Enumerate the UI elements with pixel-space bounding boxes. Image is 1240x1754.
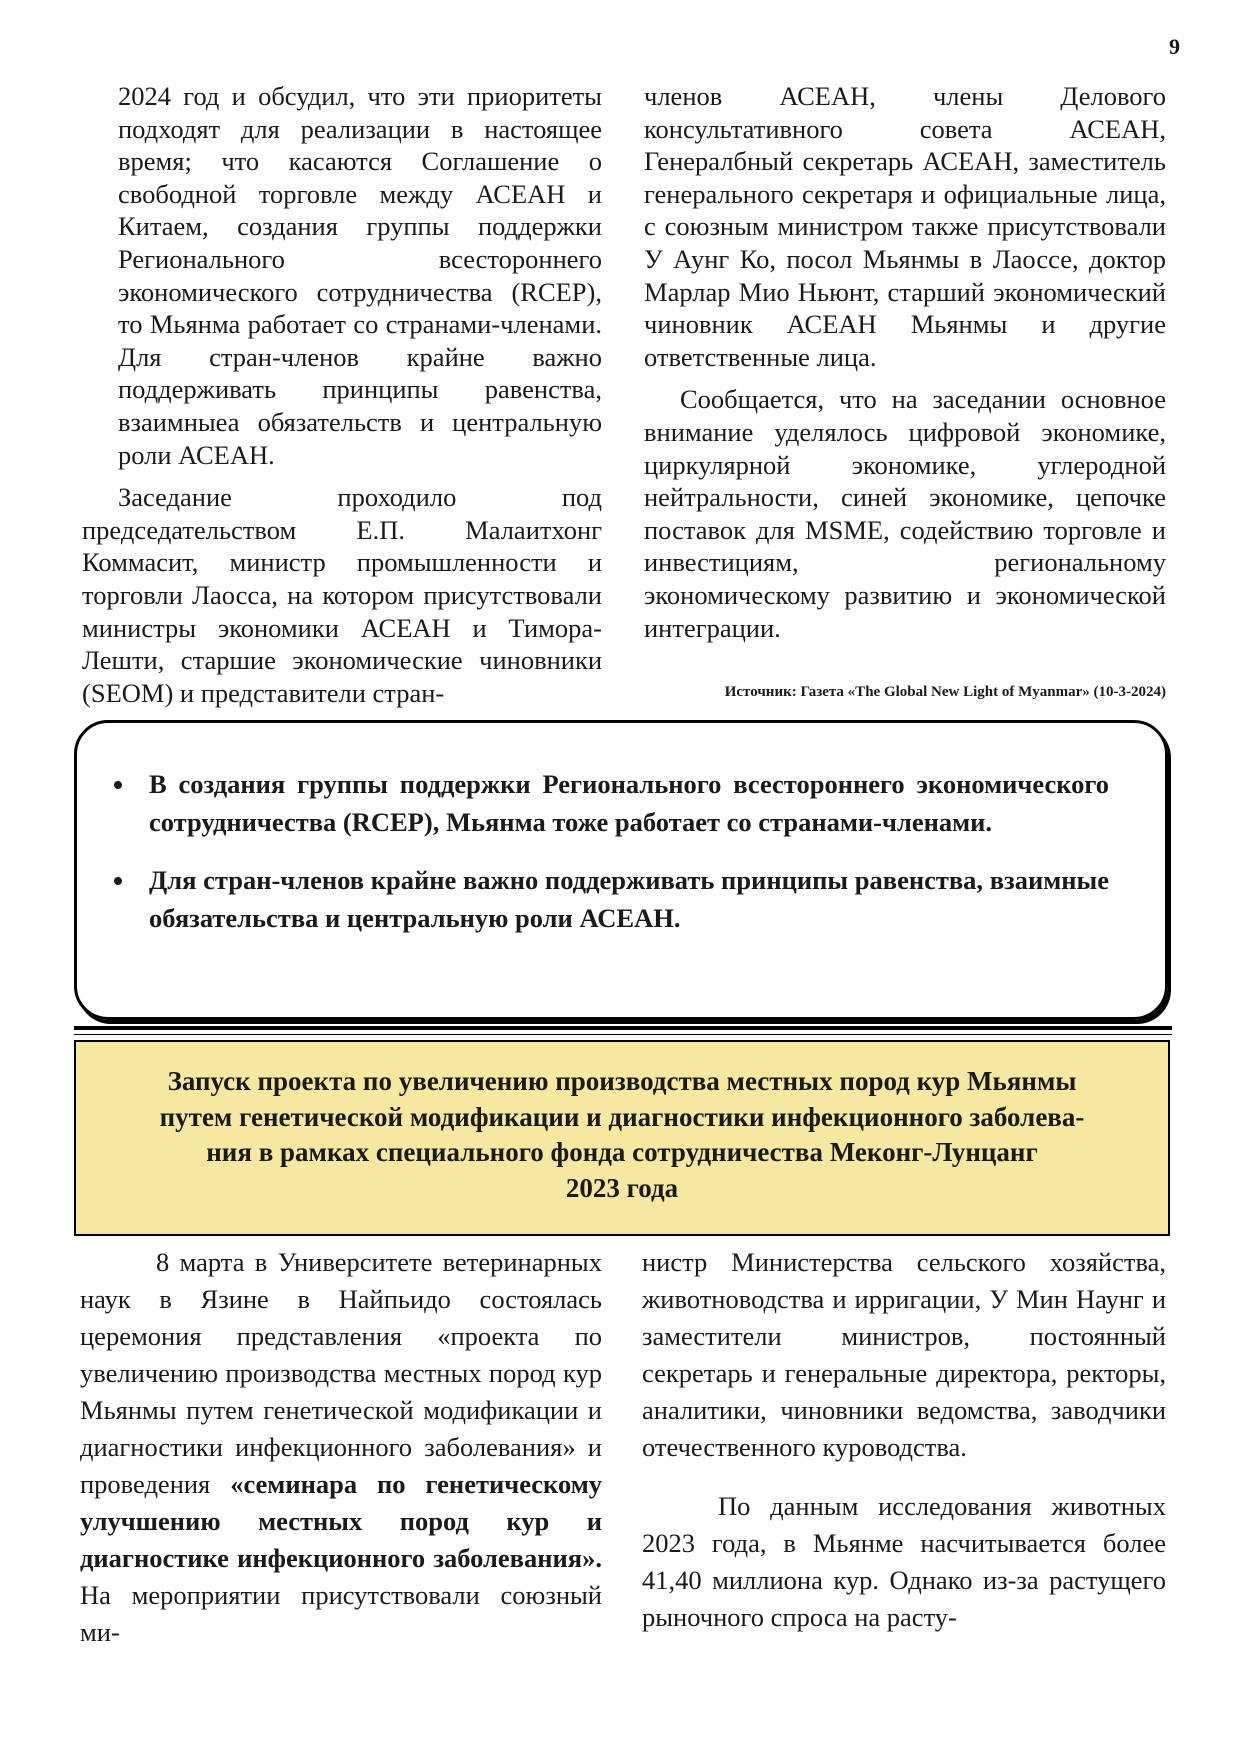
title-line: Запуск проекта по увеличению производства местных пород кур Мьянмы (167, 1066, 1077, 1096)
text-run: На мероприятии присутствовали союзный ми- (80, 1580, 602, 1647)
paragraph: Сообщается, что на заседании основное внимание уделялось цифровой экономике, циркулярной экономике, углеродной нейтральности, синей экономике, цепочке поставок для MSME, содействию торговле и инвестициям, региональному экономическому развитию и экономической интеграции. (644, 384, 1166, 643)
title-line: путем генетической модификации и диагностики инфекционного заболева- (159, 1101, 1085, 1132)
column-left-bottom (80, 1244, 602, 1651)
column-left-top (82, 80, 602, 709)
paragraph: нистр Министерства сельского хозяйства, животноводства и ирригации, У Мин Наунг и заместители министров, постоянный секретарь и генеральные директора, ректоры, аналитики, чиновники ведомства, заводчики отечественного куроводства. (642, 1247, 1166, 1462)
highlight-box (74, 720, 1168, 1020)
article-title (74, 1040, 1170, 1236)
paragraph: По данным исследования животных 2023 года, в Мьянме насчитывается более 41,40 миллиона кур. Однако из-за растущего рыночного спроса на расту- (642, 1491, 1166, 1632)
paragraph (80, 1244, 602, 1651)
divider (74, 1026, 1172, 1030)
paragraph: членов АСЕАН, члены Делового консультативного совета АСЕАН, Генералбный секретарь АСЕАН, заместитель генерального секретаря и официальные лица, с союзным министром также присутствовали У Аунг Ко, посол Мьянмы в Лаоссе, доктор Марлар Мио Ньюнт, старший экономический чиновник АСЕАН Мьянмы и другие ответственные лица. (644, 81, 1166, 372)
paragraph: Заседание проходило под председательством Е.П. Малаитхонг Коммасит, министр промышленности и торговли Лаосса, на котором присутствовали министры экономики АСЕАН и Тимора-Лешти, старшие экономические чиновники (SEOM) и представители стран- (82, 482, 602, 708)
page-number: 9 (1169, 34, 1180, 59)
highlight-item: • В создания группы поддержки Регионального всестороннего экономического сотрудничества (RCEP), Мьянма тоже работает со странами-членами. (137, 765, 1109, 841)
column-right-top (644, 80, 1166, 644)
column-right-bottom (642, 1244, 1166, 1636)
divider (74, 1034, 1172, 1035)
source-citation: Источник: Газета «The Global New Light of Myanmar» (10-3-2024) (724, 684, 1166, 700)
highlight-list (77, 723, 1165, 937)
title-line: ния в рамках специального фонда сотрудничества Меконг-Лунцанг (206, 1137, 1038, 1167)
seminar-name: «семинара по генетическому улучшению местных пород кур и диагностике инфекционного заболевания». (80, 1469, 603, 1573)
highlight-item: • Для стран-членов крайне важно поддерживать принципы равенства, взаимные обязательства и центральную роли АСЕАН. (137, 861, 1109, 937)
text-run: 8 марта в Университете ветеринарных наук в Язине в Найпьидо состоялась церемония представления «проекта по увеличению производства местных пород кур Мьянмы путем генетической модификации и диагностики инфекционного заболевания» и проведения (80, 1247, 602, 1499)
title-line: 2023 года (565, 1172, 679, 1203)
paragraph: 2024 год и обсудил, что эти приоритеты подходят для реализации в настоящее время; что касаются Соглашение о свободной торговле между АСЕАН и Китаем, создания группы поддержки Регионального всестороннего экономического сотрудничества (RCEP), то Мьянма работает со странами-членами. Для стран-членов крайне важно поддерживать принципы равенства, взаимныеа обязательств и центральную роли АСЕАН. (118, 81, 602, 470)
